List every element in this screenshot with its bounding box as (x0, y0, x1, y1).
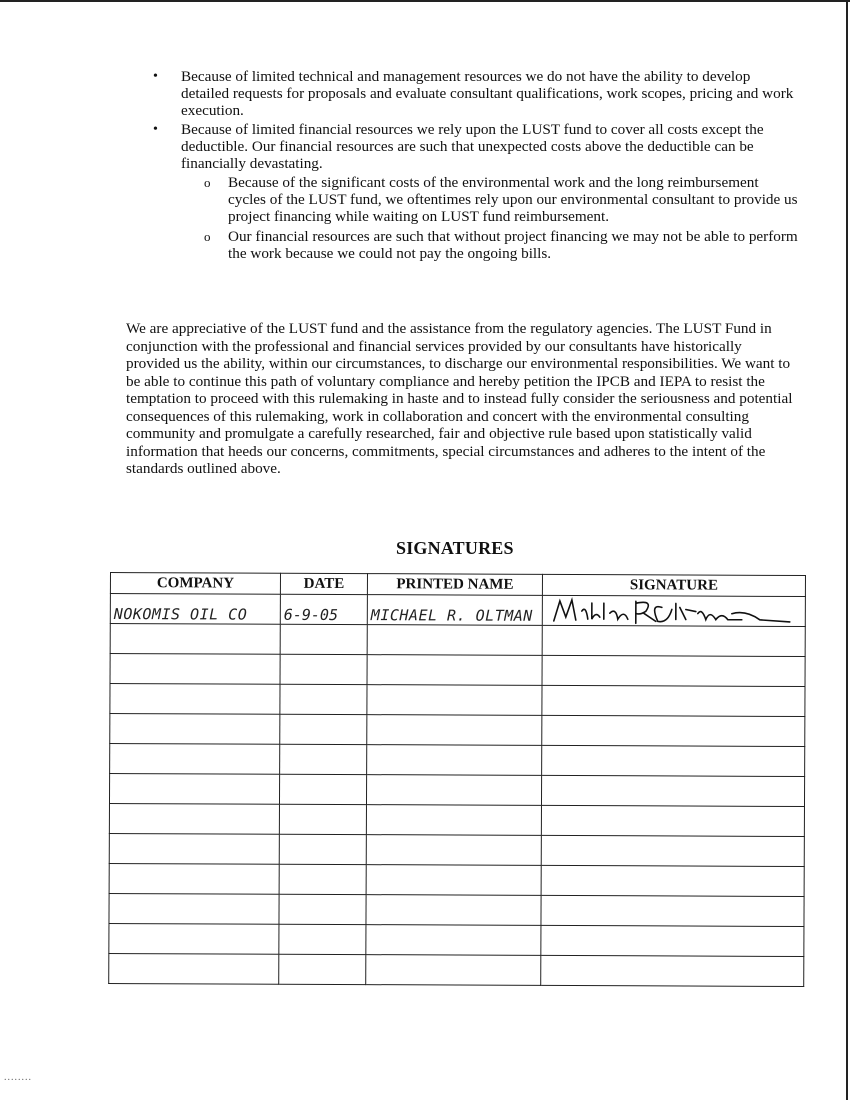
date-cell (279, 834, 366, 864)
date-cell (280, 714, 367, 744)
date-cell: 6-9-05 (280, 594, 367, 624)
bullet-list (150, 68, 800, 265)
signature-cell (542, 745, 805, 776)
column-header-company: COMPANY (110, 573, 280, 595)
company-cell (110, 684, 280, 715)
company-cell (109, 833, 279, 864)
signature-cell (542, 685, 805, 716)
table-row (109, 863, 804, 896)
sub-bullet-circle-icon: o (204, 229, 211, 244)
date-cell (279, 894, 366, 924)
scan-border-right (846, 0, 848, 1100)
printed-name-cell (367, 745, 542, 776)
date-cell (280, 624, 367, 654)
column-header-signature: SIGNATURE (542, 574, 805, 596)
company-cell (109, 863, 279, 894)
table-row (109, 833, 804, 866)
body-paragraph: We are appreciative of the LUST fund and the assistance from the regulatory agencies. The LUST Fund in conjunction with the professional and financial services provided by our consultants have historically provided us the ability, within our circumstances, to discharge our environmental responsibilities. We want to be able to continue this path of voluntary compliance and hereby petition the IPCB and IEPA to resist the temptation to proceed with this rulemaking in haste and to instead fully consider the seriousness and potential consequences of this rulemaking, work in collaboration and concert with the environmental consulting community and promulgate a carefully researched, fair and objective rule based upon statistically valid information that heeds our concerns, commitments, special circumstances and adheres to the intent of the standards outlined above. (126, 320, 793, 477)
sub-bullet-text: Because of the significant costs of the environmental work and the long reimbursement cycles of the LUST fund, we oftentimes rely upon our environmental consultant to provide us project financing while waiting on LUST fund reimbursement. (228, 174, 798, 225)
company-cell: NOKOMIS OIL CO (110, 594, 280, 625)
signature-cell (541, 895, 804, 926)
table-row (110, 594, 805, 627)
bullet-text: Because of limited financial resources we rely upon the LUST fund to cover all costs except the deductible. Our financial resources are such that unexpected costs above the deductible can be financially devastating. (181, 121, 764, 172)
printed-name-cell (367, 715, 542, 746)
date-cell (279, 924, 366, 954)
sub-bullet-item (150, 174, 800, 225)
signature-cell (541, 925, 804, 956)
signature-cell (542, 655, 805, 686)
table-row (110, 624, 805, 657)
bullet-dot-icon: • (153, 69, 158, 84)
table-row (109, 804, 804, 837)
sub-bullet-item (150, 228, 800, 262)
scan-artifact-dots: ........ (4, 1072, 32, 1083)
signature-cell (542, 715, 805, 746)
table-row (110, 654, 805, 687)
column-header-printed-name: PRINTED NAME (367, 574, 542, 596)
printed-name-cell (366, 835, 541, 866)
printed-name-cell (366, 775, 541, 806)
company-cell (110, 744, 280, 775)
signature-cell (542, 595, 805, 626)
bullet-item (150, 68, 800, 119)
signature-cell (541, 835, 804, 866)
printed-name-cell (366, 895, 541, 926)
table-row (109, 893, 804, 926)
handwritten-signature (546, 597, 802, 626)
scan-border-top (0, 0, 850, 2)
signature-cell (541, 865, 804, 896)
printed-name-cell (366, 955, 541, 986)
table-row (109, 953, 804, 986)
printed-name-cell (367, 685, 542, 716)
signature-cell (542, 625, 805, 656)
company-cell (110, 624, 280, 655)
printed-name-cell (366, 865, 541, 896)
date-cell (280, 654, 367, 684)
bullet-dot-icon: • (153, 122, 158, 137)
date-cell (279, 864, 366, 894)
signature-table (108, 572, 806, 987)
signature-cell (541, 775, 804, 806)
signature-cell (541, 955, 804, 986)
printed-name-cell (366, 925, 541, 956)
date-cell (280, 684, 367, 714)
date-cell (279, 804, 366, 834)
signature-table-header (110, 573, 805, 597)
date-cell (279, 774, 366, 804)
company-cell (109, 804, 279, 835)
date-cell (279, 954, 366, 984)
company-cell (110, 654, 280, 685)
sub-bullet-text: Our financial resources are such that without project financing we may not be able to perform the work because we could not pay the ongoing bills. (228, 228, 798, 262)
table-row (109, 774, 804, 807)
printed-name-cell (367, 655, 542, 686)
company-cell (109, 953, 279, 984)
table-row (110, 714, 805, 747)
table-row (110, 684, 805, 717)
bullet-text: Because of limited technical and management resources we do not have the ability to develop detailed requests for proposals and evaluate consultant qualifications, work scopes, pricing and work execution. (181, 68, 794, 119)
date-cell (280, 744, 367, 774)
company-cell (109, 893, 279, 924)
bullet-item (150, 121, 800, 172)
table-row (110, 744, 805, 777)
company-cell (109, 923, 279, 954)
column-header-date: DATE (280, 573, 367, 594)
signatures-heading: SIGNATURES (396, 538, 514, 558)
table-row (109, 923, 804, 956)
printed-name-cell (367, 625, 542, 656)
company-cell (109, 774, 279, 805)
signature-cell (541, 805, 804, 836)
printed-name-cell: MICHAEL R. OLTMAN (367, 595, 542, 626)
company-cell (110, 714, 280, 745)
printed-name-cell (366, 805, 541, 836)
sub-bullet-circle-icon: o (204, 175, 211, 190)
